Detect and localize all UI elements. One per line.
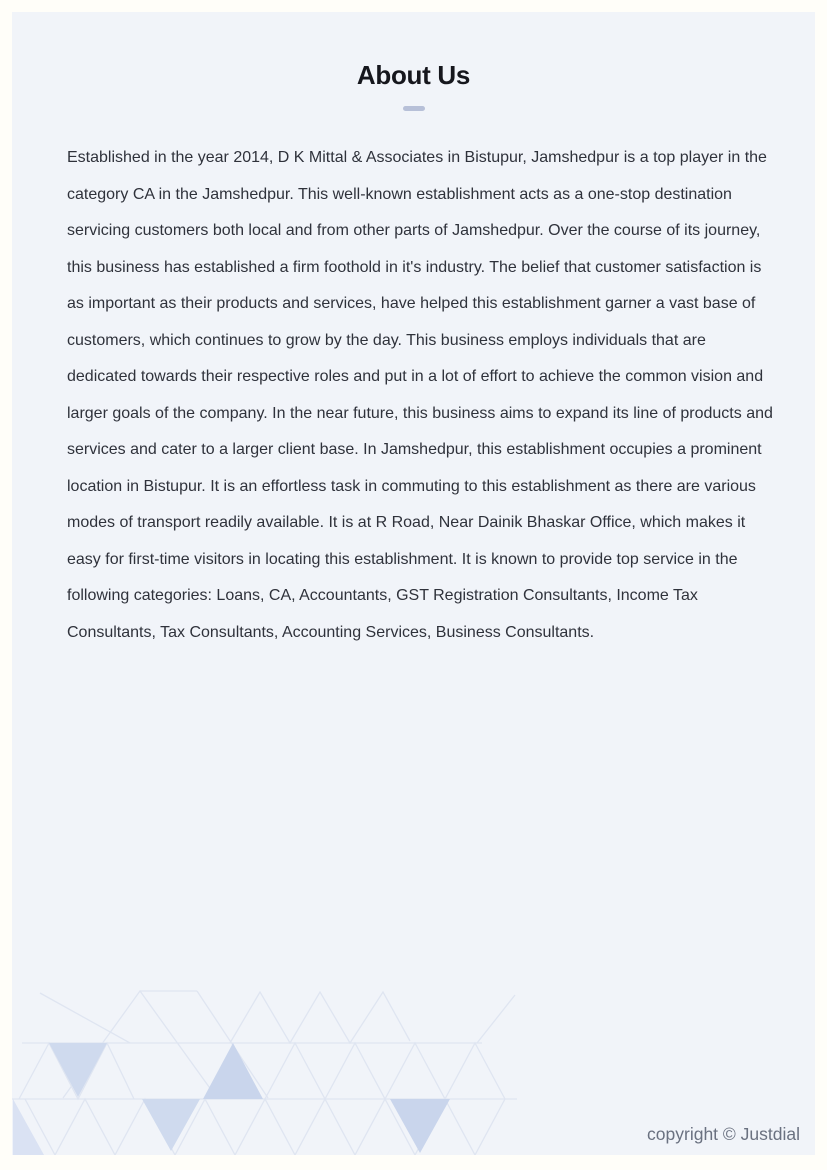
page-title: About Us <box>356 60 471 90</box>
copyright-text: copyright © Justdial <box>647 1124 800 1144</box>
title-underline-divider <box>403 106 425 111</box>
about-paragraph: Established in the year 2014, D K Mittal & Associates in Bistupur, Jamshedpur is a top player in the category CA in the Jamshedpur. This well-known establishment acts as a one-stop destination servicing customers both local and from other parts of Jamshedpur. Over the course of its journey, this business has established a firm foothold in it's industry. The belief that customer satisfaction is as important as their products and services, have helped this establishment garner a vast base of customers, which continues to grow by the day. This business employs individuals that are dedicated towards their respective roles and put in a lot of effort to achieve the common vision and larger goals of the company. In the near future, this business aims to expand its line of products and services and cater to a larger client base. In Jamshedpur, this establishment occupies a prominent location in Bistupur. It is an effortless task in commuting to this establishment as there are various modes of transport readily available. It is at R Road, Near Dainik Bhaskar Office, which makes it easy for first-time visitors in locating this establishment. It is known to provide top service in the following categories: Loans, CA, Accountants, GST Registration Consultants, Income Tax Consultants, Tax Consultants, Accounting Services, Business Consultants. <box>67 149 773 641</box>
triangle-pattern-decoration <box>12 985 517 1155</box>
about-us-panel <box>12 12 815 1155</box>
